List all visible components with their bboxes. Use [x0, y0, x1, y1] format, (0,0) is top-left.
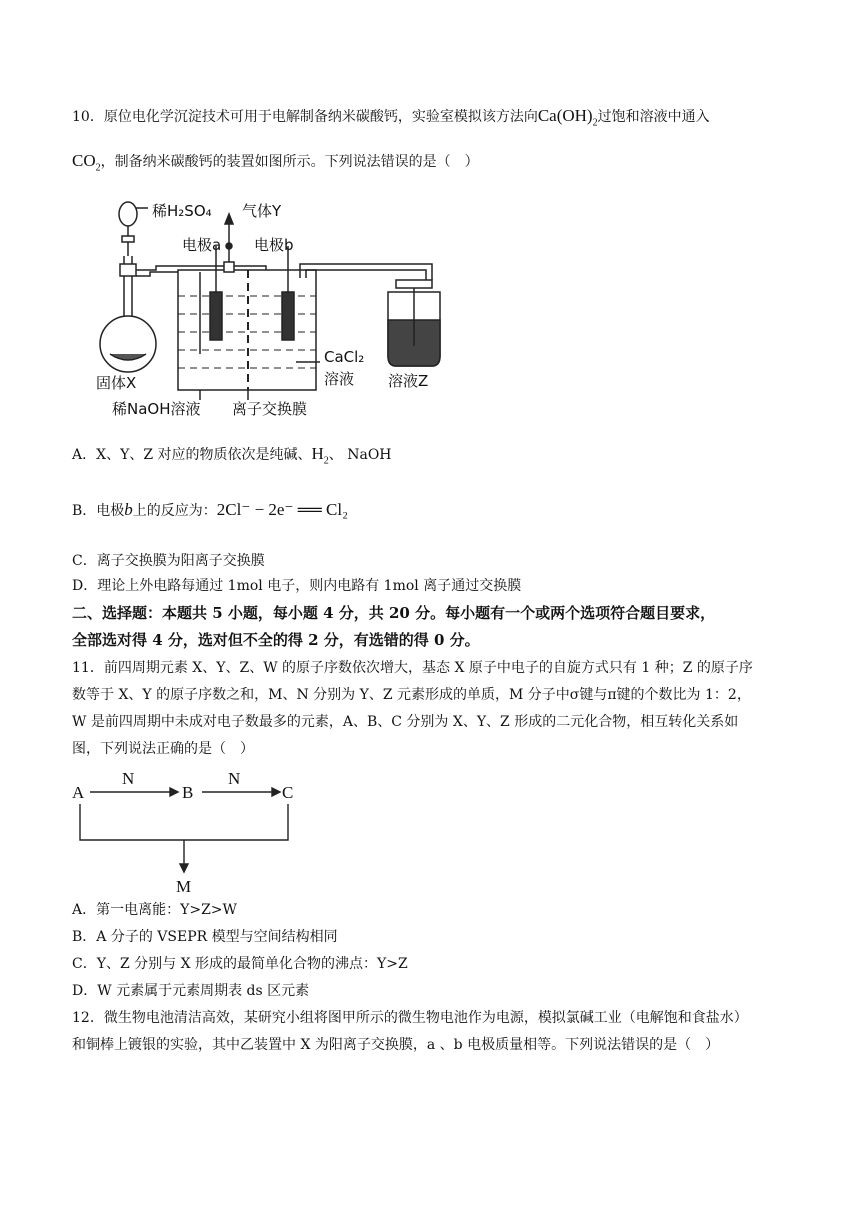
label-membrane: 离子交换膜: [232, 400, 308, 418]
q10-apparatus-figure: [96, 196, 476, 426]
q11-stem-line4: 图，下列说法正确的是（ ）: [72, 741, 254, 757]
q10-option-b: B．电极b上的反应为：2Cl⁻ − 2e⁻ ══ Cl₂: [72, 500, 349, 519]
label-naoh: 稀NaOH溶液: [112, 400, 201, 418]
q12-stem-line1: 12．微生物电池清洁高效，某研究小组将图甲所示的微生物电池作为电源，模拟氯碱工业（电解饱和食盐水）: [72, 1010, 748, 1026]
q10-stem-line1: [72, 106, 710, 133]
q11-stem-line3: W 是前四周期中未成对电子数最多的元素，A、B、C 分别为 X、Y、Z 形成的二元化合物，相互转化关系如: [72, 714, 739, 730]
section2-heading-line2: 全部选对得 4 分，选对但不全的得 2 分，有选错的得 0 分。: [72, 631, 480, 649]
section2-heading-line1: 二、选择题：本题共 5 小题，每小题 4 分，共 20 分。每小题有一个或两个选项符合题目要求，: [72, 604, 716, 622]
q10-text-1: 10．原位电化学沉淀技术可用于电解制备纳米碳酸钙，实验室模拟该方法向: [72, 109, 538, 125]
label-solution-z: 溶液Z: [388, 372, 429, 390]
label-cacl2: CaCl₂: [324, 348, 365, 366]
label-electrode-b: 电极b: [254, 236, 294, 254]
q12-stem-line2: 和铜棒上镀银的实验，其中乙装置中 X 为阳离子交换膜，a 、b 电极质量相等。下列说法错误的是（ ）: [72, 1037, 720, 1053]
q11-stem-line2: 数等于 X、Y 的原子序数之和，M、N 分别为 Y、Z 元素形成的单质，M 分子中σ键与π键的个数比为 1：2，: [72, 687, 751, 703]
label-electrode-a: 电极a: [182, 236, 222, 254]
arrow-label-n1: N: [122, 770, 135, 788]
q10-stem-line2: [72, 151, 479, 178]
q10-option-a: A．X、Y、Z 对应的物质依次是纯碱、$H_2$、 NaOH: [72, 444, 392, 467]
q10-chem-caoh2: $Ca(OH)_2$: [537, 106, 598, 129]
q10-option-c: C．离子交换膜为阳离子交换膜: [72, 553, 265, 569]
q10-chem-co2: $CO_2$: [72, 151, 101, 174]
q11-option-c: C．Y、Z 分别与 X 形成的最简单化合物的沸点：Y>Z: [72, 956, 408, 972]
node-a: A: [72, 783, 85, 802]
label-gas: 气体Y: [242, 202, 282, 220]
q10-text-1-tail: 过饱和溶液中通入: [597, 109, 710, 125]
node-m: M: [176, 877, 192, 896]
q11-option-a: A．第一电离能：Y>Z>W: [72, 902, 237, 918]
q10-text-2: ，制备纳米碳酸钙的装置如图所示。下列说法错误的是（ ）: [100, 154, 479, 170]
q11-option-d: D．W 元素属于元素周期表 ds 区元素: [72, 983, 310, 999]
q11-stem-line1: 11．前四周期元素 X、Y、Z、W 的原子序数依次增大，基态 X 原子中电子的自旋方式只有 1 种；Z 的原子序: [72, 660, 753, 676]
label-solid: 固体X: [96, 374, 137, 392]
node-b: B: [182, 783, 194, 802]
label-solution1: 溶液: [324, 370, 355, 388]
q11-transform-diagram: [66, 770, 306, 896]
q11-option-b: B．A 分子的 VSEPR 模型与空间结构相同: [72, 929, 338, 945]
arrow-label-n2: N: [228, 770, 241, 788]
q10-option-d: D．理论上外电路每通过 1mol 电子，则内电路有 1mol 离子通过交换膜: [72, 578, 522, 594]
node-c: C: [282, 783, 294, 802]
label-acid: 稀H₂SO₄: [152, 202, 212, 220]
